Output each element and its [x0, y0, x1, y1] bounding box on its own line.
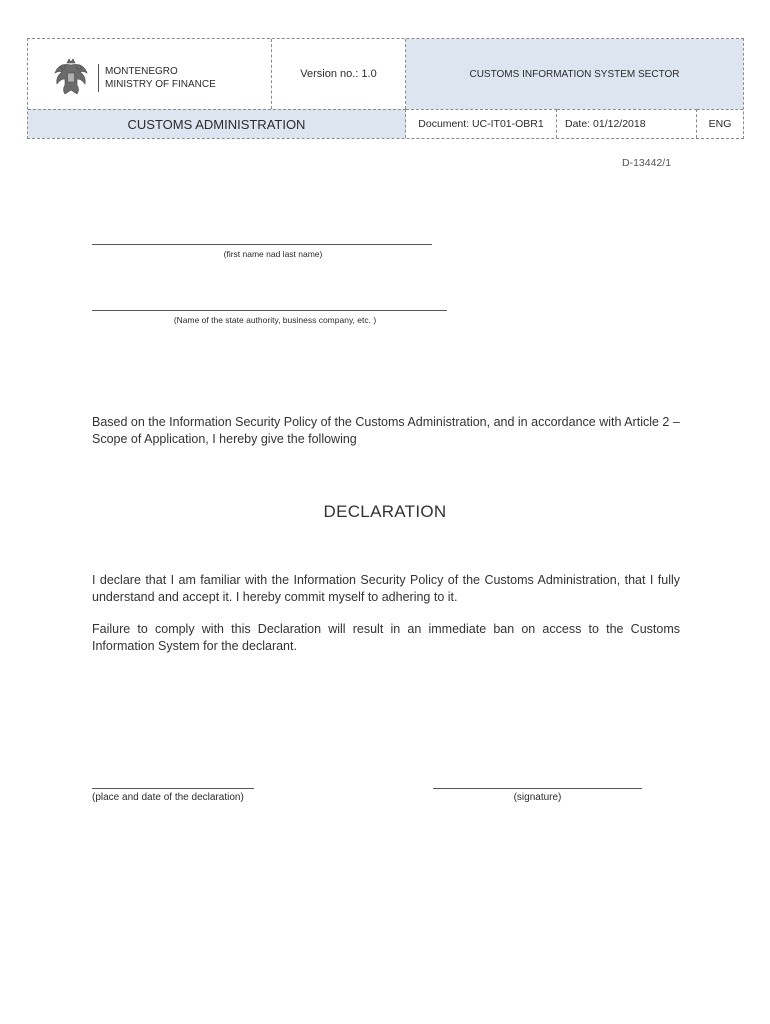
document-code-cell: Document: UC-IT01-OBR1 — [406, 109, 557, 138]
administration-cell: CUSTOMS ADMINISTRATION — [28, 109, 406, 138]
declaration-paragraph-2: Failure to comply with this Declaration will result in an immediate ban on access to the Customs Information System for the declarant. — [92, 622, 680, 653]
declaration-title: DECLARATION — [323, 502, 447, 521]
name-line[interactable] — [92, 244, 432, 245]
authority-line[interactable] — [92, 310, 447, 311]
authority-caption: (Name of the state authority, business company, etc. ) — [173, 315, 377, 325]
declaration-paragraph-1: I declare that I am familiar with the Information Security Policy of the Customs Administration, that I fully understand and accept it. I hereby commit myself to adhering to it. — [92, 573, 680, 604]
language-cell: ENG — [697, 109, 743, 138]
intro-paragraph: Based on the Information Security Policy of the Customs Administration, and in accordance with Article 2 – Scope of Application, I hereby give the following — [92, 415, 680, 446]
date-cell: Date: 01/12/2018 — [557, 109, 697, 138]
signature-line[interactable] — [433, 788, 642, 789]
sector-cell: CUSTOMS INFORMATION SYSTEM SECTOR — [406, 39, 743, 109]
org-line-ministry: MINISTRY OF FINANCE — [105, 79, 216, 90]
org-line-country: MONTENEGRO — [105, 66, 178, 77]
signature-caption: (signature) — [513, 792, 562, 803]
document-header — [27, 38, 744, 139]
place-date-caption: (place and date of the declaration) — [92, 792, 244, 803]
document-number: D-13442/1 — [622, 157, 672, 169]
logo-divider — [98, 64, 99, 92]
double-headed-eagle-emblem-icon — [52, 57, 90, 97]
organization-name — [105, 65, 216, 91]
name-caption: (first name nad last name) — [223, 249, 323, 259]
logo-cell — [28, 39, 272, 109]
version-cell: Version no.: 1.0 — [272, 39, 406, 109]
place-date-line[interactable] — [92, 788, 254, 789]
